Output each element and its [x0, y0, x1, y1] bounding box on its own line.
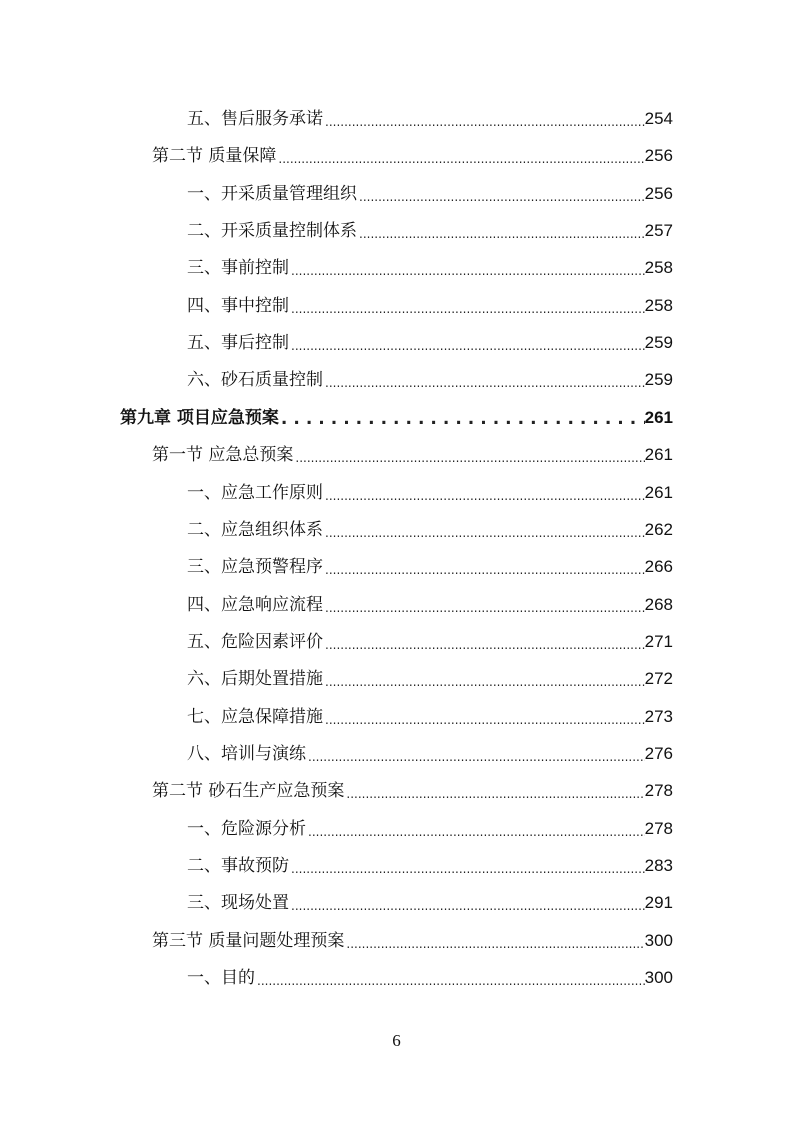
- toc-entry-title: 六、后期处置措施: [187, 669, 323, 690]
- toc-subsection-entry[interactable]: [187, 705, 673, 729]
- toc-entry-title: 三、应急预警程序: [187, 557, 323, 578]
- toc-entry-page: 283: [644, 856, 673, 875]
- dot-leader: [308, 748, 645, 766]
- toc-entry-title: 五、危险因素评价: [187, 631, 323, 652]
- toc-entry-page: 278: [644, 781, 673, 801]
- toc-entry-title: 六、砂石质量控制: [187, 370, 323, 391]
- toc-entry-title: 二、事故预防: [187, 856, 289, 876]
- toc-entry-page: 271: [644, 631, 673, 651]
- toc-entry-page: 266: [644, 557, 673, 577]
- toc-entry-page: 257: [644, 221, 673, 241]
- dot-leader: [281, 408, 645, 430]
- toc-subsection-entry[interactable]: [187, 667, 673, 691]
- dot-leader: [325, 487, 645, 505]
- dot-leader: [325, 599, 645, 617]
- toc-section-entry[interactable]: [152, 929, 673, 953]
- toc-subsection-entry[interactable]: [187, 742, 673, 766]
- toc-entry-page: 256: [644, 183, 673, 203]
- toc-entry-page: 273: [644, 706, 673, 726]
- toc-entry-page: 272: [644, 669, 673, 689]
- toc-subsection-entry[interactable]: [187, 593, 673, 617]
- dot-leader: [295, 449, 644, 467]
- toc-entry-page: 261: [644, 445, 673, 465]
- dot-leader: [325, 374, 645, 392]
- toc-entry-title: 一、目的: [187, 968, 255, 989]
- toc-entry-title: 三、现场处置: [187, 893, 289, 914]
- dot-leader: [291, 262, 645, 280]
- toc-entry-title: 一、应急工作原则: [187, 482, 323, 503]
- dot-leader: [308, 823, 645, 841]
- toc-entry-title: 一、危险源分析: [187, 818, 306, 839]
- toc-entry-page: 258: [644, 295, 673, 315]
- toc-entry-title: 第二节 砂石生产应急预案: [152, 781, 345, 802]
- toc-entry-title: 第三节 质量问题处理预案: [152, 930, 345, 951]
- toc-subsection-entry[interactable]: [187, 817, 673, 841]
- toc-entry-title: 五、售后服务承诺: [187, 109, 323, 129]
- toc-entry-page: 254: [644, 109, 673, 128]
- toc-entry-page: 262: [644, 519, 673, 539]
- toc-entry-title: 七、应急保障措施: [187, 706, 323, 727]
- toc-entry-title: 三、事前控制: [187, 258, 289, 279]
- dot-leader: [325, 561, 645, 579]
- toc-chapter-entry[interactable]: [120, 406, 673, 430]
- toc-section-entry[interactable]: [152, 443, 673, 467]
- toc-subsection-entry[interactable]: [187, 107, 673, 131]
- toc-subsection-entry[interactable]: [187, 331, 673, 355]
- dot-leader: [325, 113, 645, 131]
- toc-entry-page: 300: [644, 968, 673, 988]
- toc-entry-page: 268: [644, 594, 673, 614]
- dot-leader: [291, 337, 645, 355]
- dot-leader: [278, 150, 644, 168]
- dot-leader: [346, 785, 644, 803]
- toc-entry-page: 278: [644, 818, 673, 838]
- dot-leader: [291, 897, 645, 915]
- toc-subsection-entry[interactable]: [187, 481, 673, 505]
- toc-section-entry[interactable]: [152, 144, 673, 168]
- toc-entry-page: 256: [644, 146, 673, 166]
- toc-entry-title: 第二节 质量保障: [152, 146, 277, 167]
- dot-leader: [325, 636, 645, 654]
- toc-subsection-entry[interactable]: [187, 854, 673, 878]
- toc-subsection-entry[interactable]: [187, 966, 673, 990]
- toc-entry-page: 259: [644, 370, 673, 390]
- toc-entry-title: 五、事后控制: [187, 333, 289, 354]
- toc-entry-title: 第一节 应急总预案: [152, 445, 294, 466]
- toc-subsection-entry[interactable]: [187, 518, 673, 542]
- dot-leader: [257, 972, 645, 990]
- toc-entry-page: 259: [644, 333, 673, 353]
- toc-subsection-entry[interactable]: [187, 368, 673, 392]
- dot-leader: [291, 860, 645, 878]
- toc-entry-page: 258: [644, 258, 673, 278]
- toc-section-entry[interactable]: [152, 779, 673, 803]
- toc-subsection-entry[interactable]: [187, 630, 673, 654]
- dot-leader: [346, 935, 644, 953]
- toc-subsection-entry[interactable]: [187, 219, 673, 243]
- toc-subsection-entry[interactable]: [187, 294, 673, 318]
- dot-leader: [325, 711, 645, 729]
- toc-entry-page: 300: [644, 930, 673, 950]
- toc-entry-page: 291: [644, 893, 673, 913]
- toc-entry-title: 四、应急响应流程: [187, 594, 323, 615]
- toc-entry-title: 第九章 项目应急预案: [120, 407, 279, 428]
- dot-leader: [359, 188, 645, 206]
- toc-entry-page: 261: [644, 407, 673, 427]
- dot-leader: [359, 225, 645, 243]
- toc-subsection-entry[interactable]: [187, 555, 673, 579]
- toc-entry-title: 二、应急组织体系: [187, 519, 323, 540]
- dot-leader: [325, 524, 645, 542]
- toc-entry-page: 276: [644, 743, 673, 763]
- toc-subsection-entry[interactable]: [187, 256, 673, 280]
- toc-entry-title: 二、开采质量控制体系: [187, 221, 357, 242]
- dot-leader: [325, 673, 645, 691]
- toc-entry-title: 四、事中控制: [187, 295, 289, 316]
- page-number: 6: [392, 1031, 401, 1050]
- toc-entry-page: 261: [644, 482, 673, 502]
- toc-entry-title: 一、开采质量管理组织: [187, 183, 357, 204]
- toc-entry-title: 八、培训与演练: [187, 743, 306, 764]
- dot-leader: [291, 300, 645, 318]
- toc-subsection-entry[interactable]: [187, 891, 673, 915]
- toc-subsection-entry[interactable]: [187, 182, 673, 206]
